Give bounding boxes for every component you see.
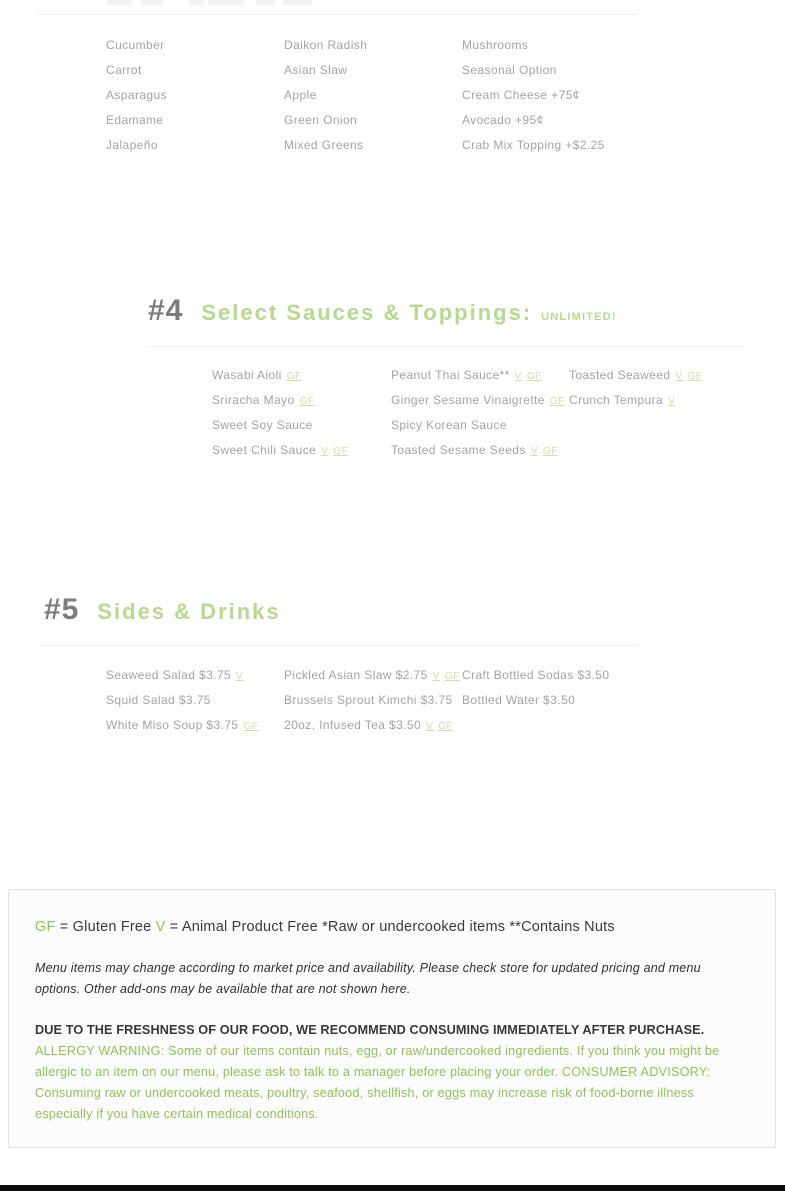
menu-item	[284, 83, 367, 108]
menu-item-label: Jalapeño	[106, 138, 158, 152]
section-number: #5	[44, 593, 80, 626]
menu-item-label: Crab Mix Topping +$2.25	[462, 138, 605, 152]
menu-item-label: Seaweed Salad $3.75	[106, 668, 232, 682]
gf-tag: GF	[542, 446, 558, 457]
menu-item	[569, 363, 702, 388]
menu-item	[106, 58, 167, 83]
menu-item-label: Cucumber	[106, 38, 165, 52]
menu-item	[284, 663, 460, 688]
menu-item	[462, 58, 605, 83]
menu-item	[462, 83, 605, 108]
menu-item	[106, 688, 258, 713]
menu-item-label: Wasabi Aioli	[212, 368, 282, 382]
sides-section-divider	[38, 645, 638, 646]
menu-item-label: Crunch Tempura	[569, 393, 664, 407]
v-tag: V	[530, 446, 538, 457]
consumption-notice	[35, 1020, 749, 1125]
menu-item	[284, 58, 367, 83]
gf-tag: GF	[444, 671, 460, 682]
menu-item-label: 20oz. Infused Tea $3.50	[284, 718, 422, 732]
menu-item-label: Carrot	[106, 63, 142, 77]
diet-legend	[35, 919, 749, 935]
market-price-note: Menu items may change according to market price and availability. Please check store for updated pricing and menu options. Other add-ons may be available that are not shown here.	[35, 961, 701, 996]
gf-tag: GF	[299, 396, 315, 407]
menu-item	[106, 663, 258, 688]
menu-item	[284, 133, 367, 158]
section-subtitle: UNLIMITED!	[541, 311, 617, 323]
v-tag: V	[321, 446, 329, 457]
menu-item	[106, 33, 167, 58]
menu-item-label: Sweet Chili Sauce	[212, 443, 317, 457]
menu-item-label: White Miso Soup $3.75	[106, 718, 239, 732]
sauces-section-heading	[148, 294, 617, 328]
gf-legend-text: = Gluten Free	[55, 919, 156, 935]
bottom-bar	[0, 1185, 785, 1191]
section-number: #4	[148, 294, 184, 327]
menu-item	[391, 363, 565, 388]
v-tag: V	[668, 396, 676, 407]
sauces-column-1	[212, 363, 348, 463]
gf-tag: GF	[526, 371, 542, 382]
menu-item-label: Edamame	[106, 113, 164, 127]
menu-item	[284, 713, 460, 738]
gf-legend-abbr: GF	[35, 919, 56, 935]
sauces-section-divider	[148, 346, 745, 347]
gf-tag: GF	[286, 371, 302, 382]
menu-item	[462, 663, 609, 688]
gf-tag: GF	[549, 396, 565, 407]
menu-item-label: Avocado +95¢	[462, 113, 544, 127]
v-tag: V	[426, 721, 434, 732]
veggies-column-2	[284, 33, 367, 158]
menu-item	[462, 688, 609, 713]
menu-item-label: Asparagus	[106, 88, 167, 102]
section-title: Select Sauces & Toppings:	[201, 300, 533, 325]
menu-item-label: Mixed Greens	[284, 138, 364, 152]
menu-item-label: Asian Slaw	[284, 63, 348, 77]
menu-item	[284, 688, 460, 713]
menu-item	[212, 388, 348, 413]
menu-item-label: Green Onion	[284, 113, 358, 127]
menu-item-label: Peanut Thai Sauce**	[391, 368, 510, 382]
menu-item-label: Mushrooms	[462, 38, 529, 52]
menu-item-label: Apple	[284, 88, 317, 102]
veggies-column-3	[462, 33, 605, 158]
v-legend-text: = Animal Product Free *Raw or undercooked items **Contains Nuts	[165, 919, 615, 935]
menu-item-label: Toasted Seaweed	[569, 368, 671, 382]
v-tag: V	[514, 371, 522, 382]
freshness-notice: DUE TO THE FRESHNESS OF OUR FOOD, WE RECOMMEND CONSUMING IMMEDIATELY AFTER PURCHASE.	[35, 1023, 705, 1037]
menu-item	[462, 108, 605, 133]
v-legend-abbr: V	[155, 919, 166, 935]
menu-item-label: Toasted Sesame Seeds	[391, 443, 526, 457]
gf-tag: GF	[438, 721, 454, 732]
footer-notice-box	[8, 889, 776, 1148]
sauces-column-3	[569, 363, 702, 413]
allergy-warning: ALLERGY WARNING: Some of our items contain nuts, egg, or raw/undercooked ingredients. If you think you might be allergic to an item on our menu, please ask to talk to a manager before placing your order. CONSUMER ADVISORY: Consuming raw or undercooked meats, poultry, seafood, shellfish, or eggs may increase risk of food-borne illness especially if you have certain medical conditions.	[35, 1044, 720, 1121]
menu-item	[391, 438, 565, 463]
gf-tag: GF	[243, 721, 259, 732]
sides-column-3	[462, 663, 609, 713]
menu-item	[391, 388, 565, 413]
gf-tag: GF	[687, 371, 703, 382]
menu-item-label: Daikon Radish	[284, 38, 368, 52]
menu-item-label: Craft Bottled Sodas $3.50	[462, 668, 610, 682]
menu-item	[106, 133, 167, 158]
v-tag: V	[432, 671, 440, 682]
menu-item	[391, 413, 565, 438]
menu-item	[106, 83, 167, 108]
veggies-section-divider	[38, 14, 638, 15]
menu-item	[212, 413, 348, 438]
menu-item	[212, 363, 348, 388]
menu-item-label: Sriracha Mayo	[212, 393, 295, 407]
menu-item	[106, 713, 258, 738]
menu-item	[212, 438, 348, 463]
sides-section-heading	[44, 593, 281, 627]
menu-item-label: Sweet Soy Sauce	[212, 418, 313, 432]
sides-column-2	[284, 663, 460, 738]
sides-column-1	[106, 663, 258, 738]
menu-item	[284, 108, 367, 133]
v-tag: V	[236, 671, 244, 682]
menu-item-label: Pickled Asian Slaw $2.75	[284, 668, 428, 682]
section-title: Sides & Drinks	[97, 599, 281, 624]
menu-item	[462, 33, 605, 58]
menu-item-label: Ginger Sesame Vinaigrette	[391, 393, 545, 407]
menu-item	[106, 108, 167, 133]
menu-item	[569, 388, 702, 413]
menu-item-label: Bottled Water $3.50	[462, 693, 576, 707]
sauces-column-2	[391, 363, 565, 463]
menu-item-label: Spicy Korean Sauce	[391, 418, 507, 432]
menu-item	[284, 33, 367, 58]
menu-item-label: Squid Salad $3.75	[106, 693, 211, 707]
menu-item	[462, 133, 605, 158]
gf-tag: GF	[333, 446, 349, 457]
menu-item-label: Seasonal Option	[462, 63, 557, 77]
menu-item-label: Brussels Sprout Kimchi $3.75	[284, 693, 453, 707]
veggies-column-1	[106, 33, 167, 158]
v-tag: V	[675, 371, 683, 382]
menu-item-label: Cream Cheese +75¢	[462, 88, 580, 102]
